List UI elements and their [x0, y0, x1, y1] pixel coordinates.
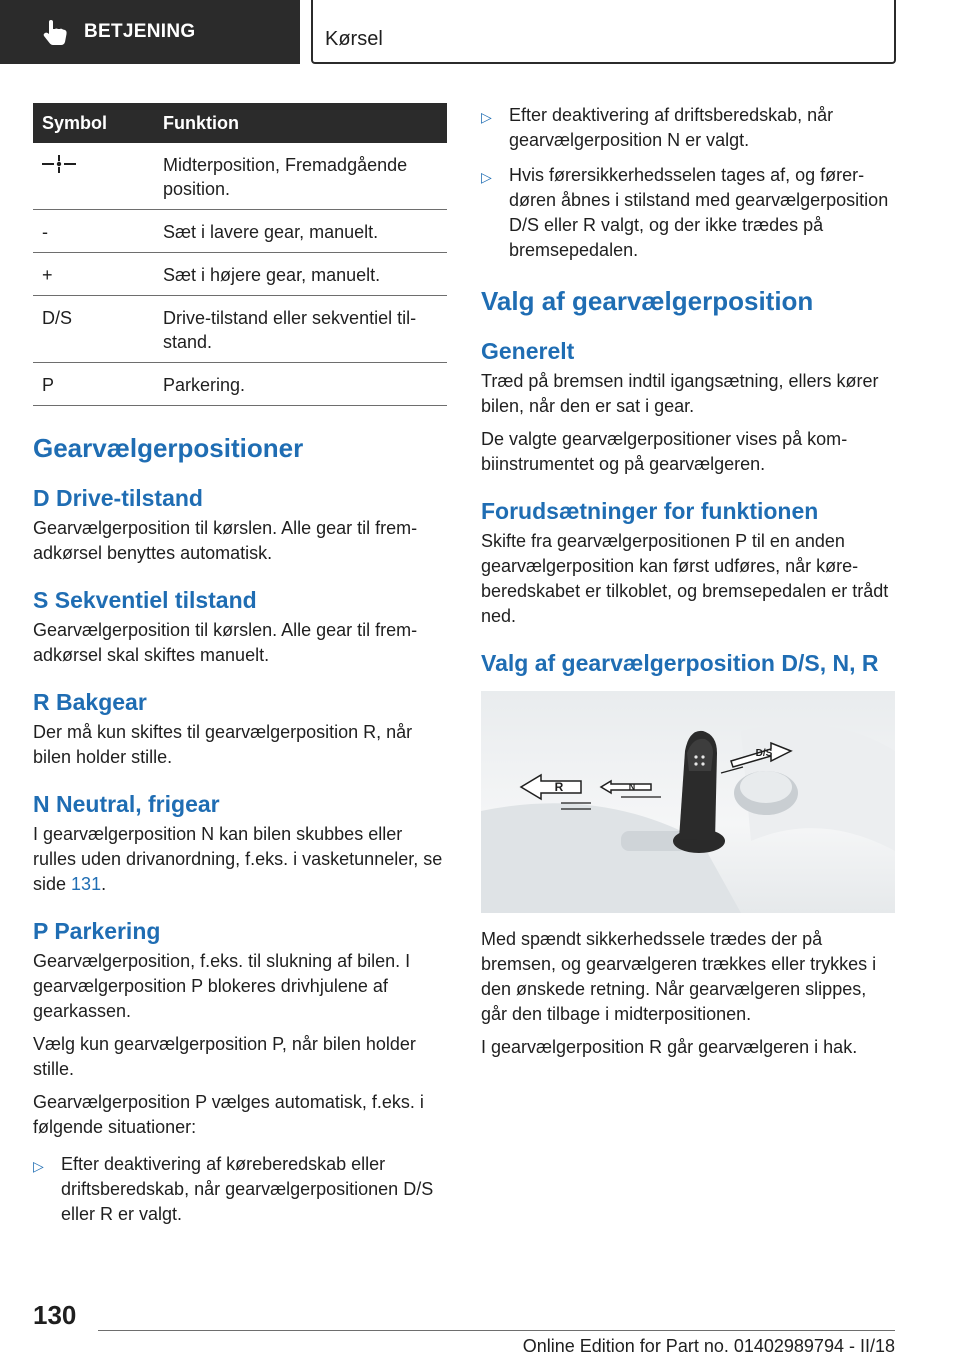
text-requirements: Skifte fra gearvælgerpositionen P til en anden gearvælgerposition kan først udføres, når køreberedskabet er tilkoblet, og bremsepedalen er trådt ned. — [481, 531, 889, 626]
text-reverse: Der må kun skiftes til gearvælgerposition R, når bilen holder stille. — [33, 722, 413, 767]
table-cell-symbol: P — [33, 363, 163, 406]
table-row — [33, 143, 447, 210]
text-dsnr-2: I gearvælgerposition R går gearvælgeren i hak. — [481, 1037, 858, 1057]
text-dsnr-1: Med spændt sikkerhedssele trædes der på bremsen, og gearvælgeren trækkes eller trykkes i den ønskede retning. Når gearvælgeren slippes, går den tilbage i midterpositionen. — [481, 929, 877, 1024]
table-row — [33, 210, 447, 253]
table-cell-function: Sæt i højere gear, manuelt. — [163, 253, 447, 296]
table-cell-function: Midterposition, Fremadgående position. — [163, 143, 447, 210]
photo-label-n: N — [628, 782, 636, 792]
function-table — [33, 103, 447, 406]
hand-pointer-icon — [38, 15, 72, 49]
table-header-function: Funktion — [163, 103, 447, 143]
heading-general: Generelt — [481, 338, 575, 364]
heading-sequential: S Sekventiel tilstand — [33, 587, 257, 613]
triangle-bullet-icon: ▷ — [33, 1158, 44, 1174]
page-link[interactable]: 131 — [71, 874, 102, 894]
text-parking-3: Gearvælgerposition P vælges automatisk, f.eks. i følgende situationer: — [33, 1092, 424, 1137]
left-column — [33, 103, 447, 1227]
section-tab — [311, 0, 896, 64]
bullet-text: Efter deaktivering af driftsberedskab, når gearvælgerposition N er valgt. — [509, 105, 834, 150]
gear-selector-illustration — [481, 691, 895, 913]
table-cell-function: Sæt i lavere gear, manuelt. — [163, 210, 447, 253]
section-title-selection: Valg af gearvælgerposition — [481, 286, 814, 316]
list-item — [481, 163, 895, 263]
table-cell-symbol — [33, 143, 163, 210]
table-row — [33, 363, 447, 406]
list-item — [481, 103, 895, 153]
text-sequential: Gearvælgerposition til kørslen. Alle gear til fremadkørsel skal skiftes manuelt. — [33, 620, 418, 665]
bullet-text: Hvis førersikkerhedsselen tages af, og førerdøren åbnes i stilstand med gearvælgerposition D/S eller R valgt, og der ikke trædes på bremsepedalen. — [509, 165, 889, 260]
table-cell-function: Parkering. — [163, 363, 447, 406]
text-parking-2: Vælg kun gearvælgerposition P, når bilen holder stille. — [33, 1034, 416, 1079]
text-general-1: Træd på bremsen indtil igangsætning, ellers kører bilen, når den er sat i gear. — [481, 371, 879, 416]
page-number: 130 — [33, 1300, 77, 1330]
center-position-icon — [42, 155, 76, 179]
table-header-symbol: Symbol — [33, 103, 163, 143]
heading-requirements: Forudsætninger for funktionen — [481, 498, 819, 524]
heading-reverse: R Bakgear — [33, 689, 147, 715]
text-neutral-body: I gearvælgerposition N kan bilen skubbes eller rulles uden drivanordning, f.eks. i vasketunneler, se side — [33, 824, 443, 894]
footer-edition: Online Edition for Part no. 01402989794 - II/18 — [522, 1336, 895, 1356]
text-parking-1: Gearvælgerposition, f.eks. til slukning af bilen. I gearvælgerposition P blokeres drivhjulene af gearkassen. — [33, 951, 411, 1021]
table-row — [33, 253, 447, 296]
text-neutral-end: . — [101, 874, 107, 894]
heading-drive: D Drive-tilstand — [33, 485, 203, 511]
triangle-bullet-icon: ▷ — [481, 169, 492, 185]
right-column — [481, 103, 895, 1060]
chapter-tab[interactable] — [0, 0, 300, 64]
table-cell-symbol: - — [33, 210, 163, 253]
table-cell-symbol: D/S — [33, 296, 163, 363]
triangle-bullet-icon: ▷ — [481, 109, 492, 125]
heading-dsnr: Valg af gearvælgerposition D/S, N, R — [481, 650, 879, 676]
photo-label-r: R — [554, 780, 564, 794]
chapter-label: BETJENING — [84, 21, 196, 42]
table-row — [33, 296, 447, 363]
photo-label-ds: D/S — [755, 748, 773, 759]
heading-parking: P Parkering — [33, 918, 161, 944]
table-cell-symbol: + — [33, 253, 163, 296]
section-title-positions: Gearvælgerpositioner — [33, 433, 304, 463]
table-cell-function: Drive-tilstand eller sekventiel tilstand. — [163, 296, 447, 363]
bullet-text: Efter deaktivering af køreberedskab eller driftsberedskab, når gearvælgerpositionen D/S eller R er valgt. — [61, 1154, 434, 1224]
footer-divider — [98, 1330, 895, 1331]
text-general-2: De valgte gearvælgerpositioner vises på kombiinstrumentet og på gearvælgeren. — [481, 429, 848, 474]
heading-neutral: N Neutral, frigear — [33, 791, 220, 817]
text-neutral — [33, 822, 447, 897]
section-label: Kørsel — [325, 28, 383, 50]
list-item — [33, 1152, 447, 1227]
text-drive: Gearvælgerposition til kørslen. Alle gear til fremadkørsel benyttes automatisk. — [33, 518, 418, 563]
